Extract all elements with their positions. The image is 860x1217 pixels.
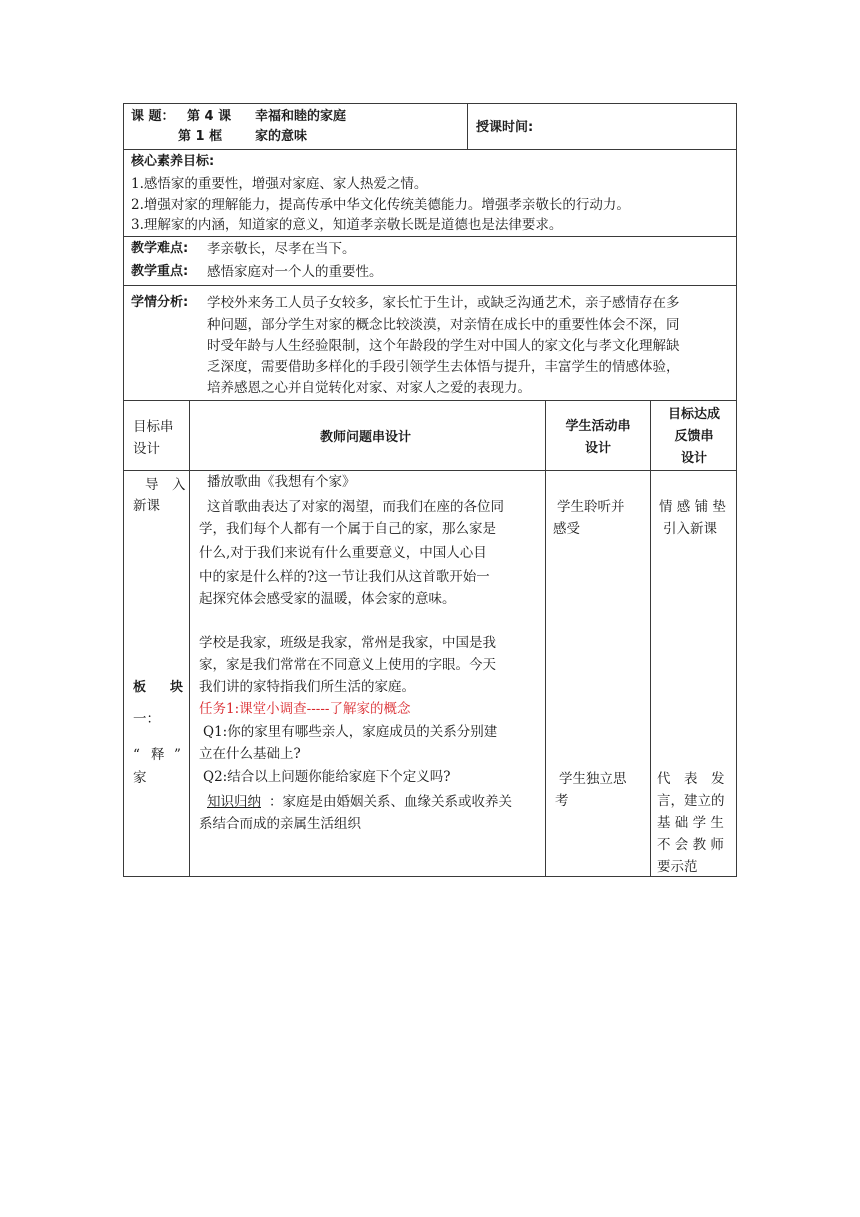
row-divider	[123, 400, 737, 401]
col-divider	[189, 400, 190, 877]
feedback-line: 言，建立的	[657, 793, 725, 809]
student-activity-line: 考	[555, 793, 569, 809]
row-divider	[123, 149, 737, 150]
feedback-line: 基 础 学 生	[657, 815, 724, 831]
frame-number: 第 1 框	[178, 129, 223, 144]
question-2: Q2:结合以上问题你能给家庭下个定义吗?	[203, 769, 451, 785]
teacher-intro-line: 中的家是什么样的?这一节让我们从这首歌开始一	[199, 569, 490, 585]
section-block-label: 一：	[133, 711, 160, 727]
difficulty-label: 教学难点:	[131, 241, 189, 256]
section-intro-label: 导	[145, 477, 159, 493]
teacher-intro-line: 什么,对于我们来说有什么重要意义，中国人心目	[199, 545, 487, 561]
teacher-intro-line: 学，我们每个人都有一个属于自己的家，那么家是	[199, 521, 496, 537]
student-activity-line: 学生独立思	[559, 771, 627, 787]
col-header-feedback: 反馈串	[674, 429, 714, 444]
section-block-label: ”	[174, 747, 181, 763]
col-header-feedback: 目标达成	[667, 407, 720, 422]
section-block-label: 块	[170, 680, 184, 695]
section-block-label: 家	[133, 770, 147, 786]
section-intro-label: 新课	[133, 498, 160, 514]
analysis-line: 乏深度，需要借助多样化的手段引领学生去体悟与提升，丰富学生的情感体验，	[207, 359, 680, 375]
goals-label: 核心素养目标:	[131, 154, 215, 169]
col-divider	[650, 400, 651, 877]
col-header-feedback: 设计	[680, 451, 707, 466]
analysis-line: 种问题，部分学生对家的概念比较淡漠，对亲情在成长中的重要性体会不深，同	[207, 317, 680, 333]
student-activity-line: 学生聆听并	[557, 499, 625, 515]
student-activity-line: 感受	[553, 521, 580, 537]
feedback-line: 引入新课	[663, 521, 717, 537]
teacher-intro-line: 起探究体会感受家的温暖，体会家的意味。	[199, 591, 456, 607]
analysis-label: 学情分析:	[131, 295, 189, 310]
col-header-student: 学生活动串	[565, 419, 631, 434]
section-block-label: “	[133, 747, 140, 763]
title-label: 课 题：	[131, 109, 175, 124]
knowledge-line: ：家庭是由婚姻关系、血缘关系或收养关	[269, 794, 512, 810]
section-block-label: 释	[151, 747, 165, 763]
key-point-label: 教学重点:	[131, 264, 189, 279]
teacher-home-line: 学校是我家，班级是我家，常州是我家，中国是我	[199, 635, 496, 651]
section-intro-label: 入	[172, 477, 186, 493]
feedback-line: 不 会 教 师	[657, 837, 724, 853]
teacher-intro-line: 这首歌曲表达了对家的渴望，而我们在座的各位同	[207, 499, 504, 515]
feedback-line: 要示范	[657, 859, 698, 875]
feedback-line: 情 感 铺 垫	[659, 499, 726, 515]
col-divider	[467, 103, 468, 149]
key-point-text: 感悟家庭对一个人的重要性。	[207, 264, 383, 280]
row-divider	[123, 236, 737, 237]
class-time-label: 授课时间:	[476, 120, 534, 135]
knowledge-line: 系结合而成的亲属生活组织	[199, 816, 361, 832]
analysis-line: 时受年龄与人生经验限制，这个年龄段的学生对中国人的家文化与孝文化理解缺	[207, 338, 680, 354]
lesson-title: 幸福和睦的家庭	[255, 109, 347, 124]
lesson-number: 第 4 课	[187, 109, 232, 124]
goal-item: 1.感悟家的重要性，增强对家庭、家人热爱之情。	[131, 176, 428, 192]
analysis-line: 培养感恩之心并自觉转化对家、对家人之爱的表现力。	[207, 380, 531, 396]
goal-item: 2.增强对家的理解能力，提高传承中华文化传统美德能力。增强孝亲敬长的行动力。	[131, 197, 630, 213]
row-divider	[123, 285, 737, 286]
teacher-song: 播放歌曲《我想有个家》	[207, 474, 356, 490]
task-heading: 任务1:课堂小调查-----了解家的概念	[199, 701, 411, 717]
teacher-home-line: 我们讲的家特指我们所生活的家庭。	[199, 679, 415, 695]
col-header-teacher: 教师问题串设计	[320, 430, 412, 445]
teacher-home-line: 家，家是我们常常在不同意义上使用的字眼。今天	[199, 657, 496, 673]
analysis-line: 学校外来务工人员子女较多，家长忙于生计，或缺乏沟通艺术，亲子感情存在多	[207, 295, 680, 311]
question-1-line: 立在什么基础上?	[199, 746, 301, 762]
feedback-line: 代 表 发	[657, 771, 725, 787]
question-1-line: Q1:你的家里有哪些亲人，家庭成员的关系分别建	[203, 724, 498, 740]
section-block-label: 板	[133, 680, 147, 695]
col-header-student: 设计	[584, 441, 611, 456]
goal-item: 3.理解家的内涵，知道家的意义，知道孝亲敬长既是道德也是法律要求。	[131, 217, 563, 233]
col-header-goal-chain: 目标串	[133, 419, 174, 435]
col-header-goal-chain: 设计	[133, 441, 160, 457]
knowledge-label: 知识归纳	[207, 794, 261, 810]
difficulty-text: 孝亲敬长，尽孝在当下。	[207, 241, 356, 257]
col-divider	[545, 400, 546, 877]
frame-title: 家的意味	[255, 129, 308, 144]
